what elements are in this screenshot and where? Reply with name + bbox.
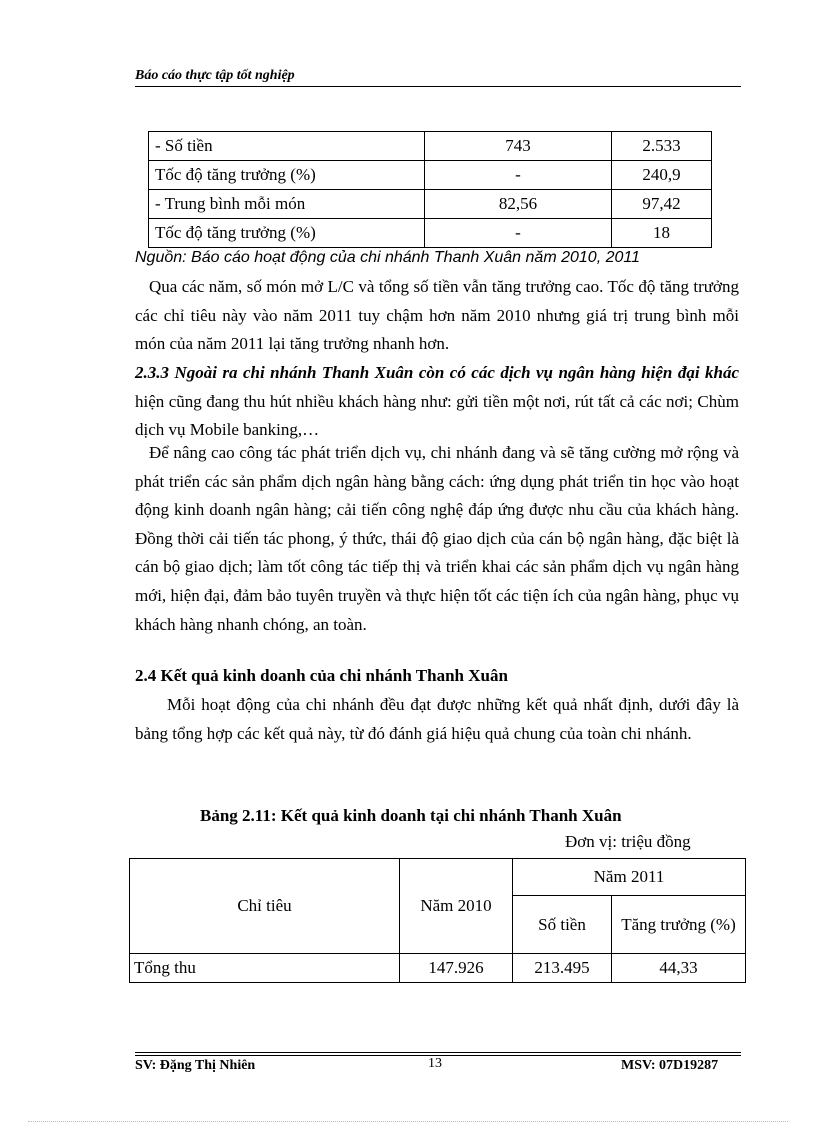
table-cell: 2.533 xyxy=(612,132,712,161)
table-cell: 240,9 xyxy=(612,161,712,190)
table-cell: 97,42 xyxy=(612,190,712,219)
table-cell: 147.926 xyxy=(400,954,513,983)
footer-student: SV: Đặng Thị Nhiên xyxy=(135,1058,256,1073)
page-header-title: Báo cáo thực tập tốt nghiệp xyxy=(135,68,295,83)
table-cell: - xyxy=(425,161,612,190)
page-number: 13 xyxy=(428,1056,442,1071)
header-indicator: Chỉ tiêu xyxy=(130,859,400,954)
table-cell: 44,33 xyxy=(612,954,746,983)
paragraph-lc-growth: Qua các năm, số món mở L/C và tổng số tiền vẫn tăng trưởng cao. Tốc độ tăng trưởng các chỉ tiêu này vào năm 2011 tuy chậm hơn năm 2010 nhưng giá trị trung bình mỗi món của năm 2011 lại tăng trưởng nhanh hơn. xyxy=(135,277,739,354)
lc-table xyxy=(148,131,712,248)
table-row xyxy=(149,190,712,219)
header-2011: Năm 2011 xyxy=(513,859,746,896)
business-results-table xyxy=(129,858,746,983)
paragraph-modern-services xyxy=(135,359,739,445)
header-amount: Số tiền xyxy=(513,896,612,954)
table-cell: - Số tiền xyxy=(149,132,425,161)
table-cell: - Trung bình mỗi món xyxy=(149,190,425,219)
table-cell: 18 xyxy=(612,219,712,248)
table-row xyxy=(149,219,712,248)
table-cell: Tốc độ tăng trưởng (%) xyxy=(149,219,425,248)
table-row xyxy=(130,954,746,983)
header-growth: Tăng trưởng (%) xyxy=(612,896,746,954)
section-heading-24: 2.4 Kết quả kinh doanh của chi nhánh Thanh Xuân xyxy=(135,666,508,685)
page-edge-dotted-line xyxy=(28,1121,788,1122)
section-heading-233: 2.3.3 Ngoài ra chi nhánh Thanh Xuân còn có các dịch vụ ngân hàng hiện đại khác xyxy=(135,363,739,382)
paragraph-results-intro: Mỗi hoạt động của chi nhánh đều đạt được những kết quả nhất định, dưới đây là bảng tổng hợp các kết quả này, từ đó đánh giá hiệu quả chung của toàn chi nhánh. xyxy=(135,695,739,743)
table-cell: Tốc độ tăng trưởng (%) xyxy=(149,161,425,190)
header-2010: Năm 2010 xyxy=(400,859,513,954)
source-note: Nguồn: Báo cáo hoạt động của chi nhánh Thanh Xuân năm 2010, 2011 xyxy=(135,249,640,266)
footer-student-id: MSV: 07D19287 xyxy=(621,1058,719,1073)
paragraph-text: hiện cũng đang thu hút nhiều khách hàng như: gửi tiền một nơi, rút tất cả các nơi; Chùm dịch vụ Mobile banking,… xyxy=(135,391,739,440)
table-cell: Tổng thu xyxy=(130,954,400,983)
table-cell: - xyxy=(425,219,612,248)
table-cell: 82,56 xyxy=(425,190,612,219)
table-unit: Đơn vị: triệu đồng xyxy=(565,832,691,851)
table-cell: 213.495 xyxy=(513,954,612,983)
table-caption: Bảng 2.11: Kết quả kinh doanh tại chi nhánh Thanh Xuân xyxy=(200,806,622,825)
table-row xyxy=(149,161,712,190)
table-row xyxy=(149,132,712,161)
table-header-row xyxy=(130,859,746,896)
table-cell: 743 xyxy=(425,132,612,161)
header-divider xyxy=(135,86,741,87)
footer-divider xyxy=(135,1052,741,1053)
paragraph-service-development: Để nâng cao công tác phát triển dịch vụ, chi nhánh đang và sẽ tăng cường mở rộng và phát triển các sản phẩm dịch ngân hàng bằng cách: ứng dụng phát triển tin học vào hoạt động kinh doanh ngân hàng; cải tiến công nghệ đáp ứng được nhu cầu của khách hàng. Đồng thời cải tiến tác phong, ý thức, thái độ giao dịch của cán bộ ngân hàng, đặc biệt là cán bộ giao dịch; làm tốt công tác tiếp thị và triển khai các sản phẩm dịch vụ ngân hàng mới, hiện đại, đảm bảo tuyên truyền và thực hiện tốt các tiện ích của ngân hàng, phục vụ khách hàng nhanh chóng, an toàn. xyxy=(135,443,739,634)
